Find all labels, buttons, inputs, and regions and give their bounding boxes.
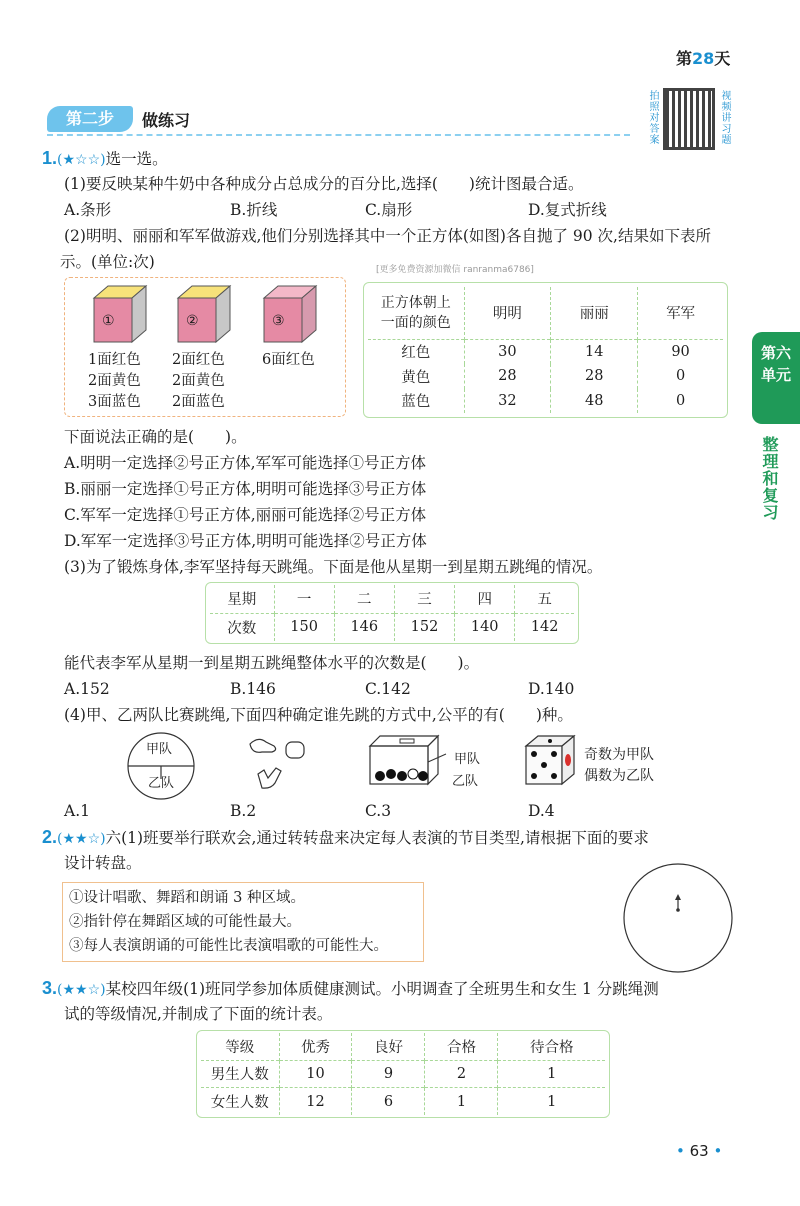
dice-dot: [541, 762, 547, 768]
q1-p2-option-c[interactable]: C.军军一定选择①号正方体,丽丽可能选择②号正方体: [64, 506, 427, 524]
grade-table-row-label: 男生人数: [201, 1060, 279, 1088]
rope-table: [210, 585, 574, 641]
cube-2-desc-line: 2面蓝色: [172, 394, 225, 410]
q1-p4-option-a[interactable]: A.1: [64, 802, 90, 820]
cube-3-label: ③: [272, 313, 285, 329]
qr-left-text: 拍照对答案: [647, 90, 658, 145]
dice-rule-2: 偶数为乙队: [584, 768, 654, 784]
section-underline: [47, 134, 630, 136]
q1-p4-option-d[interactable]: D.4: [528, 802, 555, 820]
color-table: [368, 287, 723, 413]
section-step-badge: 第二步: [47, 106, 133, 132]
dice-dot: [551, 773, 557, 779]
cube-3-icon: [258, 284, 322, 346]
q1-p1-text: (1)要反映某种牛奶中各种成分占总成分的百分比,选择( )统计图最合适。: [64, 175, 584, 193]
watermark-text: [更多免费资源加微信 ranranma6786]: [376, 265, 534, 275]
q1-title: [42, 148, 168, 170]
hand-scissors: [258, 768, 281, 788]
color-table-cell: 30: [464, 339, 551, 364]
grade-table-head: 良好: [352, 1033, 425, 1060]
cube-1-icon: [88, 284, 152, 346]
q3-text-1: 某校四年级(1)班同学参加体质健康测试。小明调查了全班男生和女生 1 分跳绳测: [105, 980, 659, 998]
q1-p3-option-b[interactable]: B.146: [230, 680, 276, 698]
cube-2-desc-line: 2面黄色: [172, 373, 225, 389]
grade-table-cell: 10: [279, 1060, 352, 1088]
q1-p4-option-b[interactable]: B.2: [230, 802, 257, 820]
color-table-row-label: 红色: [368, 339, 464, 364]
dice-dot: [531, 773, 537, 779]
rope-table-frame: [205, 582, 579, 644]
rock-paper-scissors-icon: [244, 732, 314, 792]
q1-p2-text-2: 示。(单位:次): [60, 253, 155, 271]
grade-table-cell: 1: [547, 1093, 557, 1110]
rope-table-head: 五: [537, 592, 552, 609]
day-number: 28: [692, 49, 715, 68]
ball-box-icon: [366, 732, 448, 788]
q1-number: 1.: [42, 148, 58, 168]
hand-paper: [250, 739, 276, 752]
side-unit-label: 第六单元: [760, 344, 791, 384]
color-table-cell: 14: [551, 339, 638, 364]
color-table-cell: 32: [464, 389, 551, 413]
color-table-frame: [363, 282, 728, 418]
hand-rock: [286, 742, 304, 758]
box-top: [370, 736, 438, 746]
ball: [418, 771, 428, 781]
q3-stars: (★★☆): [57, 982, 106, 998]
grade-table-cell: 1: [547, 1065, 557, 1082]
box-jia-label: 甲队: [454, 752, 481, 767]
color-table-cell: 0: [675, 392, 686, 409]
rope-table-cell: 152: [394, 613, 454, 641]
dice-dot: [531, 751, 537, 757]
dice-red-dot: [565, 754, 571, 766]
ball: [408, 769, 418, 779]
q1-stars: (★☆☆): [57, 152, 106, 168]
qr-code-icon[interactable]: [663, 88, 715, 150]
grade-table-head: 优秀: [279, 1033, 352, 1060]
q1-p2-ask: 下面说法正确的是( )。: [64, 428, 247, 446]
day-label: [676, 46, 730, 69]
cube-1-desc: [88, 350, 141, 413]
dice-icon: [522, 734, 578, 788]
q1-p1-option-a[interactable]: A.条形: [64, 201, 112, 219]
q2-requirement: ②指针停在舞蹈区域的可能性最大。: [69, 914, 301, 930]
color-table-row-label: 蓝色: [368, 389, 464, 413]
cube-2-desc: [172, 350, 225, 413]
rope-table-head: 一: [274, 585, 334, 613]
dot-icon: •: [708, 1142, 723, 1160]
q1-p2-option-b[interactable]: B.丽丽一定选择①号正方体,明明可能选择③号正方体: [64, 480, 427, 498]
blank-spinner-circle: [624, 864, 732, 972]
grade-table: [201, 1033, 605, 1115]
spinner-jia-label: 甲队: [146, 742, 173, 757]
q1-p1-option-b[interactable]: B.折线: [230, 201, 278, 219]
q1-p3-ask: 能代表李军从星期一到星期五跳绳整体水平的次数是( )。: [64, 654, 480, 672]
dot-icon: •: [676, 1142, 690, 1160]
color-table-col: 军军: [666, 306, 696, 323]
cube-2-icon: [172, 284, 236, 346]
dice-top-dot: [548, 739, 552, 743]
section-title: 做练习: [142, 111, 191, 130]
q1-p1-option-c[interactable]: C.扇形: [365, 201, 413, 219]
rope-table-head: 三: [394, 585, 454, 613]
q1-p3-option-c[interactable]: C.142: [365, 680, 411, 698]
page-number-value: 63: [689, 1142, 709, 1160]
q3-text-2: 试的等级情况,并制成了下面的统计表。: [64, 1005, 333, 1023]
box-slot: [400, 739, 414, 743]
grade-table-cell: 9: [352, 1060, 425, 1088]
leader-line: [428, 754, 446, 762]
grade-table-head: 等级: [201, 1033, 279, 1060]
rope-table-head: 二: [334, 585, 394, 613]
rope-table-cell: 140: [455, 613, 515, 641]
q1-p4-option-c[interactable]: C.3: [365, 802, 392, 820]
day-suffix: 天: [714, 49, 731, 68]
q3-title: [42, 978, 659, 1000]
cube-1-desc-line: 2面黄色: [88, 373, 141, 389]
rope-table-cell: 142: [530, 619, 559, 636]
grade-table-cell: 12: [279, 1088, 352, 1115]
color-table-cell: 28: [551, 364, 638, 388]
cube-3-desc: [262, 350, 315, 371]
grade-table-cell: 1: [425, 1088, 498, 1115]
q2-requirements-box: [62, 882, 424, 962]
blank-spinner-center: [676, 908, 680, 912]
q1-p2-option-d[interactable]: D.军军一定选择③号正方体,明明可能选择②号正方体: [64, 532, 427, 550]
q1-p1-option-d[interactable]: D.复式折线: [528, 201, 607, 219]
color-table-col: 明明: [464, 287, 551, 339]
header-line: 一面的颜色: [380, 314, 451, 331]
q2-text-2: 设计转盘。: [64, 854, 142, 872]
q1-p3-option-a[interactable]: A.152: [64, 680, 110, 698]
q3-number: 3.: [42, 978, 58, 998]
color-table-cell: 28: [464, 364, 551, 388]
rope-table-head: 星期: [210, 585, 274, 613]
blank-spinner-arrow: [675, 894, 681, 900]
box-yi-label: 乙队: [452, 774, 479, 789]
grade-table-row-label: 女生人数: [201, 1088, 279, 1115]
color-table-header-label: [368, 287, 464, 339]
cube-1-desc-line: 1面红色: [88, 352, 141, 368]
cube-3-desc-line: 6面红色: [262, 352, 315, 368]
grade-table-cell: 2: [425, 1060, 498, 1088]
q1-p4-text: (4)甲、乙两队比赛跳绳,下面四种确定谁先跳的方式中,公平的有( )种。: [64, 706, 573, 724]
q1-p3-option-d[interactable]: D.140: [528, 680, 575, 698]
grade-table-frame: [196, 1030, 610, 1118]
header-line: 正方体朝上: [380, 294, 451, 311]
cube-2-label: ②: [186, 313, 199, 329]
rope-table-cell: 次数: [210, 613, 274, 641]
q1-p3-text: (3)为了锻炼身体,李军坚持每天跳绳。下面是他从星期一到星期五跳绳的情况。: [64, 558, 603, 576]
q2-requirement: ③每人表演朗诵的可能性比表演唱歌的可能性大。: [69, 938, 388, 954]
grade-table-head: 合格: [425, 1033, 498, 1060]
q1-p2-text-1: (2)明明、丽丽和军军做游戏,他们分别选择其中一个正方体(如图)各自抛了 90 次,结果如下表所: [64, 227, 711, 245]
side-unit-tab: [752, 332, 800, 424]
spinner-yi-label: 乙队: [148, 776, 175, 791]
q2-requirement: ①设计唱歌、舞蹈和朗诵 3 种区域。: [69, 890, 305, 906]
color-table-col: 丽丽: [551, 287, 638, 339]
q1-lead: 选一选。: [105, 150, 168, 168]
rope-table-cell: 146: [334, 613, 394, 641]
rope-table-head: 四: [455, 585, 515, 613]
grade-table-head: 待合格: [529, 1039, 574, 1056]
q1-p2-option-a[interactable]: A.明明一定选择②号正方体,军军可能选择①号正方体: [64, 454, 427, 472]
blank-spinner-icon[interactable]: [622, 862, 734, 974]
color-table-row-label: 黄色: [368, 364, 464, 388]
grade-table-cell: 6: [352, 1088, 425, 1115]
dice-dot: [551, 751, 557, 757]
ball: [386, 769, 396, 779]
dice-rule-1: 奇数为甲队: [584, 747, 654, 763]
cube-1-label: ①: [102, 313, 115, 329]
rope-table-cell: 150: [274, 613, 334, 641]
color-table-cell: 0: [675, 368, 686, 385]
side-topic: 整理和复习: [760, 436, 779, 521]
ball: [397, 771, 407, 781]
q2-stars: (★★☆): [57, 831, 106, 847]
page-number: [676, 1142, 722, 1160]
qr-right-text: 视频讲习题: [719, 90, 730, 145]
day-prefix: 第: [676, 49, 693, 68]
q2-text-1: 六(1)班要举行联欢会,通过转转盘来决定每人表演的节目类型,请根据下面的要求: [105, 829, 649, 847]
q2-number: 2.: [42, 827, 58, 847]
ball: [375, 771, 385, 781]
cube-2-desc-line: 2面红色: [172, 352, 225, 368]
cube-1-desc-line: 3面蓝色: [88, 394, 141, 410]
color-table-cell: 90: [671, 343, 690, 360]
color-table-cell: 48: [551, 389, 638, 413]
q2-title: [42, 827, 649, 849]
